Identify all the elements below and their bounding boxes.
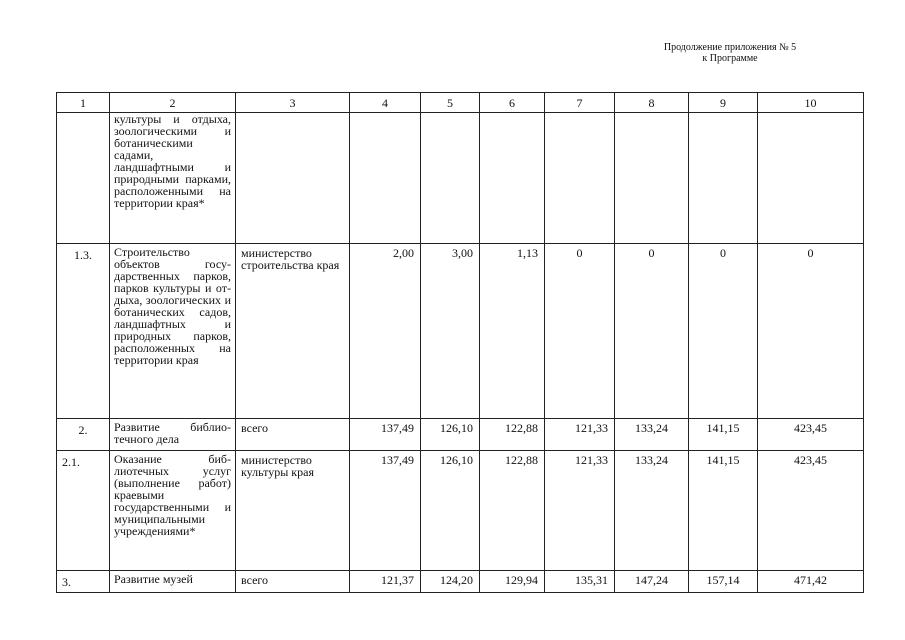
row-executor: всего [236, 419, 350, 451]
table-row [57, 419, 864, 451]
row-executor: министерство культуры края [236, 451, 350, 571]
row-number: 2. [57, 419, 110, 451]
cell-col10: 423,45 [758, 451, 864, 571]
cell-col6: 1,13 [480, 244, 545, 419]
row-number: 1.3. [57, 244, 110, 419]
cell-col7 [545, 113, 615, 244]
column-header: 9 [689, 93, 758, 113]
cell-col7: 135,31 [545, 571, 615, 593]
column-header: 10 [758, 93, 864, 113]
cell-col5: 3,00 [421, 244, 480, 419]
cell-col5 [421, 113, 480, 244]
row-name: Строительство объектов государственных парков, парков культуры и отдыха, зоологических и ботанических садов, ландшафтных и природных парков, расположенных на территории края [110, 244, 236, 419]
cell-col10: 423,45 [758, 419, 864, 451]
column-header: 7 [545, 93, 615, 113]
cell-col6 [480, 113, 545, 244]
cell-col10: 0 [758, 244, 864, 419]
cell-col6: 122,88 [480, 451, 545, 571]
cell-col8: 147,24 [615, 571, 689, 593]
cell-col9: 141,15 [689, 419, 758, 451]
cell-col5: 126,10 [421, 419, 480, 451]
table-row [57, 113, 864, 244]
cell-col8: 133,24 [615, 451, 689, 571]
table-row [57, 244, 864, 419]
cell-col7: 121,33 [545, 451, 615, 571]
row-executor [236, 113, 350, 244]
column-header: 1 [57, 93, 110, 113]
row-name: Развитие музей [110, 571, 236, 593]
cell-col8: 133,24 [615, 419, 689, 451]
cell-col4: 121,37 [350, 571, 421, 593]
budget-table [56, 92, 864, 593]
cell-col6: 129,94 [480, 571, 545, 593]
cell-col10: 471,42 [758, 571, 864, 593]
cell-col5: 124,20 [421, 571, 480, 593]
column-header: 4 [350, 93, 421, 113]
row-name: Развитие библиотечного дела [110, 419, 236, 451]
cell-col4 [350, 113, 421, 244]
column-header: 3 [236, 93, 350, 113]
column-header: 5 [421, 93, 480, 113]
cell-col9: 141,15 [689, 451, 758, 571]
cell-col4: 2,00 [350, 244, 421, 419]
cell-col8: 0 [615, 244, 689, 419]
header-note-line1: Продолжение приложения № 5 [663, 42, 797, 53]
row-number [57, 113, 110, 244]
column-header: 8 [615, 93, 689, 113]
cell-col9 [689, 113, 758, 244]
cell-col9: 0 [689, 244, 758, 419]
cell-col8 [615, 113, 689, 244]
cell-col6: 122,88 [480, 419, 545, 451]
row-executor: министерство строительства края [236, 244, 350, 419]
table-header-row [57, 93, 864, 113]
column-header: 6 [480, 93, 545, 113]
cell-col4: 137,49 [350, 419, 421, 451]
cell-col5: 126,10 [421, 451, 480, 571]
header-note [640, 42, 820, 64]
row-number: 3. [57, 571, 110, 593]
table-row [57, 571, 864, 593]
cell-col7: 0 [545, 244, 615, 419]
row-executor: всего [236, 571, 350, 593]
column-header: 2 [110, 93, 236, 113]
cell-col4: 137,49 [350, 451, 421, 571]
cell-col7: 121,33 [545, 419, 615, 451]
row-number: 2.1. [57, 451, 110, 571]
cell-col10 [758, 113, 864, 244]
row-name: культуры и отдыха, зоологическими и ботаническими садами, ландшафтными и природными парками, расположенными на территории края* [110, 113, 236, 244]
cell-col9: 157,14 [689, 571, 758, 593]
table-row [57, 451, 864, 571]
row-name: Оказание библиотечных услуг (выполнение работ) краевыми государственными и муниципальными учреждениями* [110, 451, 236, 571]
header-note-line2: к Программе [702, 53, 758, 64]
